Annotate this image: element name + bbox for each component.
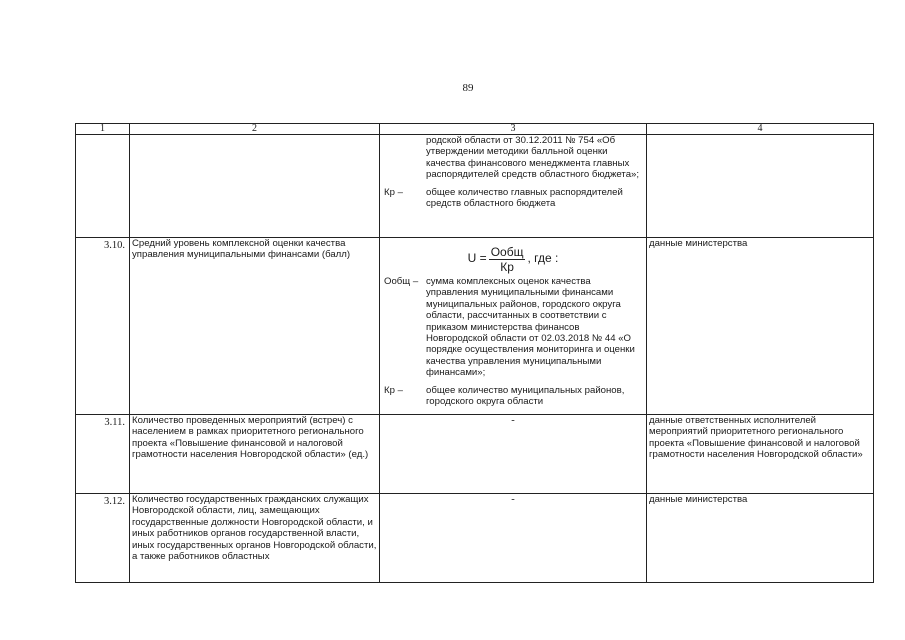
table-row: [76, 494, 874, 583]
variable-definition: [380, 385, 646, 408]
indicator-name: Средний уровень комплексной оценки качества управления муниципальными финансами (балл): [130, 238, 380, 415]
indicator-name: Количество государственных гражданских служащих Новгородской области, лиц, замещающих государственные должности Новгородской области, и иных работников органов государственной власти, иных государственных органов Новгородской области, а также работников областных: [130, 494, 380, 583]
page-number: 89: [462, 82, 474, 94]
row-number: [76, 135, 130, 238]
indicator-name: Количество проведенных мероприятий (встреч) с населением в рамках приоритетного регионального проекта «Повышение финансовой и налоговой грамотности населения Новгородской области» (ед.): [130, 415, 380, 494]
data-source: данные министерства: [647, 494, 874, 583]
formula: [380, 242, 646, 276]
variable-description: сумма комплексных оценок качества управления муниципальными финансами муниципальных районов, городского округа области, рассчитанных в соответствии с приказом министерства финансов Новгородской области от 02.03.2018 № 44 «О порядке осуществления мониторинга и оценки качества управления муниципальными финансами»;: [426, 276, 635, 379]
variable-description: общее количество муниципальных районов, городского округа области: [426, 384, 625, 408]
indicator-name: [130, 135, 380, 238]
formula-fraction: [489, 245, 526, 274]
data-source: данные ответственных исполнителей мероприятий приоритетного регионального проекта «Повышение финансовой и налоговой грамотности населения Новгородской области»: [647, 415, 874, 494]
data-source: данные министерства: [647, 238, 874, 415]
data-source: [647, 135, 874, 238]
variable-symbol: Кр –: [384, 384, 403, 396]
table-row: [76, 238, 874, 415]
variable-symbol: Кр –: [384, 186, 403, 198]
header-col-2: 2: [130, 124, 380, 135]
variable-description: общее количество главных распорядителей средств областного бюджета: [426, 186, 623, 210]
indicator-table: [75, 123, 874, 583]
formula-tail: , где :: [527, 251, 559, 266]
formula-numerator: Οобщ: [490, 244, 524, 259]
header-col-4: 4: [647, 124, 874, 135]
row-number: 3.11.: [76, 415, 130, 494]
formula-lhs: U =: [467, 251, 487, 266]
calculation-method: -: [380, 415, 647, 494]
calculation-method: [380, 135, 647, 238]
table-row: [76, 135, 874, 238]
table-header-row: [76, 124, 874, 135]
variable-definition: [380, 276, 646, 379]
continuation-text: родской области от 30.12.2011 № 754 «Об утверждении методики балльной оценки качества финансового менеджмента главных распорядителей средств областного бюджета»;: [426, 135, 640, 181]
formula-denominator: Кр: [500, 259, 514, 274]
calculation-method: [380, 238, 647, 415]
row-number: 3.10.: [76, 238, 130, 415]
variable-definition: [380, 187, 646, 210]
calculation-method: -: [380, 494, 647, 583]
variable-symbol: Οобщ –: [384, 276, 419, 287]
table-row: [76, 415, 874, 494]
row-number: 3.12.: [76, 494, 130, 583]
header-col-3: 3: [380, 124, 647, 135]
header-col-1: 1: [76, 124, 130, 135]
